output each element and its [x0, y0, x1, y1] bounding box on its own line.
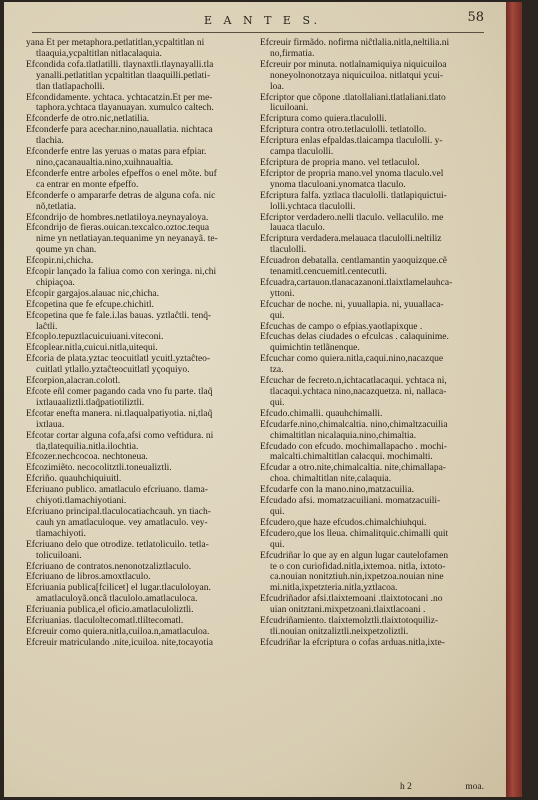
dictionary-entry	[26, 267, 250, 289]
dictionary-entry	[260, 60, 484, 93]
dictionary-entry	[260, 616, 484, 638]
book-page	[4, 2, 522, 797]
dictionary-entry	[260, 213, 484, 235]
dictionary-entry	[260, 409, 484, 420]
dictionary-entry	[260, 551, 484, 595]
right-column	[260, 38, 484, 649]
dictionary-entry	[260, 256, 484, 278]
dictionary-entry	[260, 332, 484, 354]
dictionary-entry	[26, 562, 250, 573]
entry-line: qui.	[270, 539, 285, 550]
dictionary-entry	[26, 343, 250, 354]
dictionary-entry	[26, 387, 250, 409]
entry-line: Efcreuir firmãdo. nofirma niĉtlalia.nitla,neltilia.ni	[260, 38, 450, 48]
dictionary-entry	[260, 38, 484, 60]
dictionary-entry	[260, 93, 484, 115]
left-column	[26, 38, 250, 649]
dictionary-entry	[26, 114, 250, 125]
entry-line: Efcriuania publica[fcilicet] el lugar.tlaculoloyan.	[26, 583, 211, 594]
entry-line: Efcriptor que cõpone .tlatollaliani.tlatlaliani.tlato	[260, 92, 446, 103]
entry-line: loa.	[270, 81, 284, 92]
entry-line: Efcoria de plata.yztac teocuitlatl ycuitl.yztaĉteo-	[26, 354, 211, 365]
entry-line: Efcriptura verdadera.melauaca tlaculolli.neltiliz	[260, 234, 442, 245]
entry-line: Efcozimiẽto. necocolitztli.toneualiztli.	[26, 463, 172, 474]
entry-line: Efcudado afsi. momatzacuiliani. momatzacuili-	[260, 496, 441, 507]
entry-line: Efconderfe o ampararfe detras de alguna cofa. nic	[26, 190, 216, 201]
dictionary-entry	[260, 169, 484, 191]
dictionary-entry	[260, 158, 484, 169]
dictionary-entry	[26, 213, 250, 224]
page-footer	[260, 782, 484, 794]
entry-line: Efcoplear.nitla,cuicui.nitla,uitequi.	[26, 343, 158, 354]
dictionary-entry	[260, 442, 484, 464]
dictionary-entry	[26, 572, 250, 583]
entry-line: Efcote eñl comer pagando cada vno fu parte. tlaq̃	[26, 387, 213, 397]
entry-line: mi.nitla,ixpetzteria.nitla,yztlacoa.	[270, 583, 398, 594]
entry-line: ca entrar en monte efpeffo.	[36, 179, 139, 190]
entry-line: Efcuchar de noche. ni, yuuallapia. ni, yuuallaca-	[260, 299, 444, 310]
entry-line: Efcuadra,cartauon.tlanacazanoni.tlaixtlamelauhca-	[260, 277, 453, 288]
entry-line: qoume yn chan.	[36, 245, 97, 256]
dictionary-entry	[260, 354, 484, 376]
running-head: E A N T E S.	[204, 14, 322, 27]
entry-line: Efcriptura como quiera.tlaculolli.	[260, 114, 387, 125]
entry-line: Efcriptura de propria mano. vel tetlaculol.	[260, 157, 420, 168]
entry-line: Efcotar cortar alguna cofa,afsi como veftidura. ni	[26, 430, 214, 441]
entry-line: Efcorpion,alacran.colotl.	[26, 376, 121, 387]
entry-line: tlaaquia,ycpaltitlan nitlacalaquia.	[36, 48, 162, 59]
entry-line: yanalli.petlatitlan ycpaltitlan tlaaquilli.petlati-	[36, 70, 211, 81]
entry-line: tlamachiyoti.	[36, 528, 86, 539]
entry-line: Efcreuir por minuta. notlalnamiquiya niquicuiloa	[260, 59, 447, 70]
entry-line: Efcotar enefta manera. ni.tlaqualpatiyotia. ni,tlaq̃	[26, 408, 213, 419]
entry-line: Efcopir lançado la faliua como con xeringa. ni,chi	[26, 267, 217, 278]
entry-line: tla,tlatequilia.nitla.ilochtia.	[36, 441, 139, 452]
entry-line: campa tlaculolli.	[270, 147, 334, 158]
entry-line: Efcondrijo de hombres.netlatiloya.neynayaloya.	[26, 212, 209, 223]
entry-line: Efcuchas delas ciudades o efculcas . calaquinime.	[260, 332, 449, 343]
dictionary-entry	[26, 409, 250, 431]
entry-line: Efcudo.chimalli. quauhchimalli.	[260, 408, 383, 419]
entry-line: Efcriptura contra otro.tetlaculolli. tetlatollo.	[260, 125, 427, 136]
entry-line: uian onitztani.mixpetzoani.tlaixtlacoani .	[270, 605, 426, 616]
entry-line: Efcuchar de fecreto.n,ichtacatlacaqui. ychtaca ni,	[260, 376, 447, 387]
entry-line: Efcriptura enlas efpaldas.tlaicampa tlaculolli. y-	[260, 136, 443, 147]
dictionary-entry	[260, 125, 484, 136]
entry-line: Efcoplo.tepuztlacuicuiuani.viteconi.	[26, 332, 164, 343]
entry-line: Efcondrijo de fieras.ouican.texcalco.oztoc.tequa	[26, 223, 210, 234]
entry-line: Efcudero,que haze efcudos.chimalchiuhqui.	[260, 517, 427, 528]
dictionary-entry	[260, 638, 484, 649]
dictionary-entry	[26, 332, 250, 343]
entry-line: Efcriuano principal.tlaculocatiachcauh. yn tiach-	[26, 506, 211, 517]
entry-line: Efcuchar como quiera.nitla,caqui.nino,nacazque	[260, 354, 444, 365]
dictionary-entry	[260, 496, 484, 518]
entry-line: Efcondidamente. ychtaca. ychtacatzin.Et per me-	[26, 92, 213, 103]
entry-line: licuiloani.	[270, 103, 309, 114]
dictionary-entry	[26, 638, 250, 649]
dictionary-entry	[26, 474, 250, 485]
entry-line: Efcriptor de propria mano.vel ynoma tlaculo.vel	[260, 168, 444, 179]
entry-line: chipiaçoa.	[36, 277, 75, 288]
entry-line: qui.	[270, 310, 285, 321]
entry-line: tlan tlatlapacholli.	[36, 81, 105, 92]
entry-line: tli.nouian onitzaliztli.neixpetzoliztli.	[270, 626, 409, 637]
entry-line: Efcudero,que los lleua. chimalitquic.chimalli quit	[260, 528, 449, 539]
dictionary-entry	[26, 627, 250, 638]
entry-line: Efcuchas de campo o efpias.yaotlapixque .	[260, 321, 423, 332]
page-edge	[506, 2, 522, 797]
dictionary-entry	[26, 191, 250, 213]
entry-line: Efcriuania publica,el oficio.amatlaculoliztli.	[26, 605, 194, 616]
entry-line: ixtlauaaliztli.tlaq̃patiotiliztli.	[36, 397, 145, 408]
entry-line: taphora.ychtaca tlayanuayan. xumulco caltech.	[36, 103, 214, 114]
entry-line: qui.	[270, 506, 285, 517]
entry-line: Efcozer.nechcocoa. nechtoneua.	[26, 452, 148, 463]
dictionary-entry	[26, 452, 250, 463]
entry-line: Efcriuano de libros.amoxtlaculo.	[26, 572, 151, 583]
dictionary-entry	[260, 485, 484, 496]
entry-line: yttoni.	[270, 288, 295, 299]
entry-line: ixtlaua.	[36, 419, 65, 430]
entry-line: malcalti.chimaltitlan calacqui. mochimalti.	[270, 452, 433, 463]
entry-line: nõ,tetlatia.	[36, 201, 77, 212]
dictionary-entry	[260, 420, 484, 442]
entry-line: yana Et per metaphora.petlatitlan,ycpaltitlan ni	[26, 38, 205, 48]
dictionary-entry	[26, 507, 250, 540]
entry-line: Efcudado con efcudo. mochimallapacho . mochi-	[260, 441, 448, 452]
entry-line: tlachia.	[36, 136, 64, 147]
dictionary-entry	[260, 376, 484, 409]
dictionary-entry	[26, 300, 250, 311]
entry-line: tenamitl.cencuemitl.centecutli.	[270, 267, 387, 278]
entry-line: Efcudriñar la efcriptura o cofas arduas.nitla,ixte-	[260, 637, 445, 648]
dictionary-entry	[26, 256, 250, 267]
entry-line: nime yn netlatiayan.tequanime yn neyanayã. te-	[36, 234, 218, 245]
dictionary-entry	[26, 616, 250, 627]
entry-line: noneyolnonotzaya niquicuiloa. nitlatqui ycui-	[270, 70, 444, 81]
dictionary-entry	[26, 38, 250, 60]
entry-line: Efcudriñar lo que ay en algun lugar cautelofamen	[260, 550, 449, 561]
dictionary-entry	[260, 136, 484, 158]
entry-line: choa. chimaltitlan nite,calaquia.	[270, 474, 392, 485]
entry-line: amatlaculoyã.oncã tlaculolo.amatlaculoca.	[36, 594, 198, 605]
dictionary-entry	[26, 93, 250, 115]
dictionary-entry	[260, 234, 484, 256]
dictionary-entry	[260, 114, 484, 125]
dictionary-entry	[26, 463, 250, 474]
entry-line: Efcreuir como quiera.nitla,cuiloa.n,amatlaculoa.	[26, 626, 210, 637]
entry-line: ynoma tlaculoani.ynomatca tlaculo.	[270, 179, 406, 190]
entry-line: Efconderfe para acechar.nino,nauallatia. nichtaca	[26, 125, 213, 136]
dictionary-entry	[260, 191, 484, 213]
entry-line: Efcriuano de contratos.nenonotzaliztlaculo.	[26, 561, 192, 572]
entry-line: Efcudriñador afsi.tlaixtemoani .tlaixtotocani .no	[260, 594, 443, 605]
dictionary-entry	[26, 540, 250, 562]
entry-line: Efcriuanias. tlaculoltecomatl.tliltecomatl.	[26, 616, 184, 627]
entry-line: Efcriptura falfa. yztlaca tlaculolli. tlatlapiquictui-	[260, 190, 447, 201]
dictionary-entry	[26, 485, 250, 507]
dictionary-entry	[260, 278, 484, 300]
entry-line: ca.nouian nonitztiuh.nin,ixpetzoa.nouian nine	[270, 572, 444, 583]
entry-line: Efcriptor verdadero.nelli tlaculo. vellaculilo. me	[260, 212, 444, 223]
dictionary-entry	[260, 594, 484, 616]
entry-line: Efcudriñamiento. tlaixtemolztli.tlaixtotoquiliz-	[260, 616, 439, 627]
catchword: moa.	[465, 782, 484, 792]
dictionary-entry	[26, 147, 250, 169]
entry-line: Efconderfe de otro.nic,netlatilia.	[26, 114, 150, 125]
dictionary-entry	[26, 605, 250, 616]
dictionary-entry	[26, 223, 250, 256]
entry-line: laĉtli.	[36, 321, 58, 332]
entry-line: tlaculolli.	[270, 245, 307, 256]
entry-line: nino,çacanaualtia.nino,xuihnaualtia.	[36, 157, 174, 168]
entry-line: quimichtin tetlãnenque.	[270, 343, 360, 354]
entry-line: Efcondida cofa.tlatlatilli. tlaynaxtli.tlaynayalli.tla	[26, 59, 214, 70]
entry-line: lolli.ychtaca tlaculolli.	[270, 201, 356, 212]
page-number: 58	[467, 10, 484, 25]
entry-line: no,firmatia.	[270, 48, 315, 59]
dictionary-entry	[260, 463, 484, 485]
entry-line: qui.	[270, 397, 285, 408]
dictionary-entry	[260, 322, 484, 333]
dictionary-entry	[26, 289, 250, 300]
dictionary-entry	[26, 60, 250, 93]
entry-line: Efcopetina que fe efcupe.chichitl.	[26, 299, 154, 310]
dictionary-entry	[26, 583, 250, 605]
entry-line: Efcopir.ni,chicha.	[26, 256, 94, 267]
dictionary-entry	[26, 376, 250, 387]
entry-line: tza.	[270, 365, 284, 376]
dictionary-entry	[26, 311, 250, 333]
dictionary-entry	[26, 354, 250, 376]
entry-line: Efcudarfe.nino,chimalcaltia. nino,chimaltzacuilia	[260, 419, 448, 430]
entry-line: chimaltitlan nicalaquia.nino,chimaltia.	[270, 430, 417, 441]
entry-line: Efcriuano publico. amatlaculo efcriuano. tlama-	[26, 485, 209, 496]
entry-line: Efcriuano delo que otrodize. tetlatolicuilo. tetla-	[26, 539, 209, 550]
entry-line: tolicuiloani.	[36, 550, 82, 561]
entry-line: lauaca tlaculo.	[270, 223, 325, 234]
entry-line: Efconderfe entre las yeruas o matas para efpiar.	[26, 147, 207, 158]
dictionary-entry	[260, 300, 484, 322]
entry-line: cauh yn amatlaculoque. vey amatlaculo. vey-	[36, 517, 208, 528]
entry-line: Efcreuir matriculando .nite,icuiloa. nite,tocayotia	[26, 637, 214, 648]
dictionary-entry	[26, 169, 250, 191]
dictionary-entry	[260, 529, 484, 551]
entry-line: cuitlatl ytlallo.yztaĉteocuitlatl yçoquiyo.	[36, 365, 190, 376]
page-header	[4, 10, 522, 32]
entry-line: Efcopir gargajos.alauac nic,chicha.	[26, 288, 160, 299]
dictionary-entry	[26, 431, 250, 453]
entry-line: Efcopetina que fe fale.i.las bauas. yztlaĉtli. tenq̃-	[26, 310, 212, 321]
entry-line: Efcudarfe con la mano.nino,matzacuilia.	[260, 485, 415, 496]
dictionary-entry	[26, 125, 250, 147]
entry-line: Efcudar a otro.nite,chimalcaltia. nite,chimallapa-	[260, 463, 446, 474]
entry-line: Efcriño. quauhchiquiuitl.	[26, 474, 122, 485]
signature-mark: h 2	[400, 782, 412, 792]
entry-line: te o con curiofidad.nitla,ixtemoa. nitla, ixtoto-	[270, 561, 446, 572]
dictionary-entry	[260, 518, 484, 529]
entry-line: Efcuadron debatalla. centlamantin yaoquizque.cẽ	[260, 256, 448, 267]
entry-line: Efconderfe entre arboles efpeffos o enel mõte. buf	[26, 168, 217, 179]
header-rule	[32, 32, 484, 33]
entry-line: chiyoti.tlamachiyotiani.	[36, 496, 127, 507]
entry-line: tlacaqui.ychtaca nino,nacazquetza. ni, nallaca-	[270, 387, 447, 397]
